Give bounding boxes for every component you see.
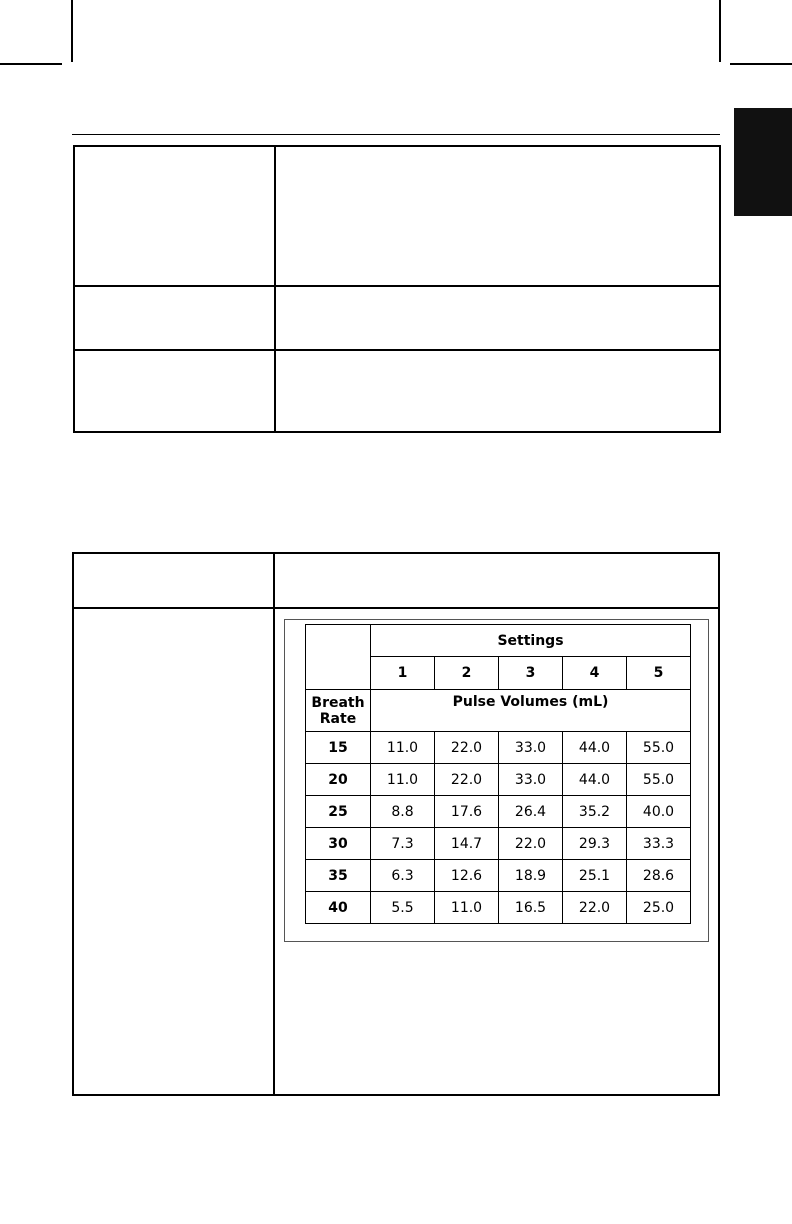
upper-grid xyxy=(73,145,721,433)
breath-rate-cell: 25 xyxy=(306,796,371,828)
header-rule xyxy=(72,134,720,135)
setting-number: 1 xyxy=(371,657,435,690)
volume-cell: 14.7 xyxy=(435,828,499,860)
setting-number: 3 xyxy=(499,657,563,690)
volume-cell: 11.0 xyxy=(435,892,499,924)
volume-cell: 33.0 xyxy=(499,764,563,796)
table-row xyxy=(306,764,691,796)
corner-cell xyxy=(306,625,371,690)
volume-cell: 12.6 xyxy=(435,860,499,892)
lower-grid-divider xyxy=(273,552,275,1096)
table-row xyxy=(306,796,691,828)
volume-cell: 55.0 xyxy=(627,732,691,764)
breath-rate-cell: 35 xyxy=(306,860,371,892)
breath-rate-line-1: Breath xyxy=(311,694,365,711)
breath-rate-cell: 20 xyxy=(306,764,371,796)
volume-cell: 5.5 xyxy=(371,892,435,924)
setting-number: 5 xyxy=(627,657,691,690)
setting-number: 2 xyxy=(435,657,499,690)
upper-grid-divider xyxy=(274,145,276,433)
volume-cell: 6.3 xyxy=(371,860,435,892)
setting-number: 4 xyxy=(563,657,627,690)
breath-rate-header xyxy=(306,690,371,732)
volume-cell: 33.3 xyxy=(627,828,691,860)
lower-grid-row-line xyxy=(72,607,720,609)
volume-cell: 22.0 xyxy=(563,892,627,924)
settings-header: Settings xyxy=(371,625,691,657)
volume-cell: 33.0 xyxy=(499,732,563,764)
volume-cell: 40.0 xyxy=(627,796,691,828)
volume-cell: 18.9 xyxy=(499,860,563,892)
volume-cell: 26.4 xyxy=(499,796,563,828)
volume-cell: 8.8 xyxy=(371,796,435,828)
volume-cell: 44.0 xyxy=(563,764,627,796)
volume-cell: 17.6 xyxy=(435,796,499,828)
volume-cell: 16.5 xyxy=(499,892,563,924)
upper-grid-row-line xyxy=(73,285,721,287)
volume-cell: 11.0 xyxy=(371,764,435,796)
crop-mark-top-left xyxy=(71,0,73,62)
crop-mark-top-right xyxy=(719,0,721,62)
volume-cell: 25.0 xyxy=(627,892,691,924)
crop-mark-top-left-h xyxy=(0,63,62,65)
pulse-volumes-header: Pulse Volumes (mL) xyxy=(371,690,691,732)
table-row xyxy=(306,892,691,924)
volume-cell: 7.3 xyxy=(371,828,435,860)
breath-rate-line-2: Rate xyxy=(319,710,357,727)
volume-cell: 25.1 xyxy=(563,860,627,892)
volume-cell: 35.2 xyxy=(563,796,627,828)
volume-cell: 29.3 xyxy=(563,828,627,860)
volume-cell: 22.0 xyxy=(435,732,499,764)
volume-cell: 44.0 xyxy=(563,732,627,764)
breath-rate-cell: 40 xyxy=(306,892,371,924)
table-row xyxy=(306,860,691,892)
pulse-volume-table xyxy=(305,624,691,924)
volume-cell: 22.0 xyxy=(435,764,499,796)
upper-grid-row-line xyxy=(73,349,721,351)
breath-rate-cell: 15 xyxy=(306,732,371,764)
section-tab xyxy=(734,108,792,216)
volume-cell: 22.0 xyxy=(499,828,563,860)
breath-rate-cell: 30 xyxy=(306,828,371,860)
table-row xyxy=(306,732,691,764)
volume-cell: 11.0 xyxy=(371,732,435,764)
table-row xyxy=(306,828,691,860)
volume-cell: 28.6 xyxy=(627,860,691,892)
volume-cell: 55.0 xyxy=(627,764,691,796)
crop-mark-top-right-h xyxy=(730,63,792,65)
